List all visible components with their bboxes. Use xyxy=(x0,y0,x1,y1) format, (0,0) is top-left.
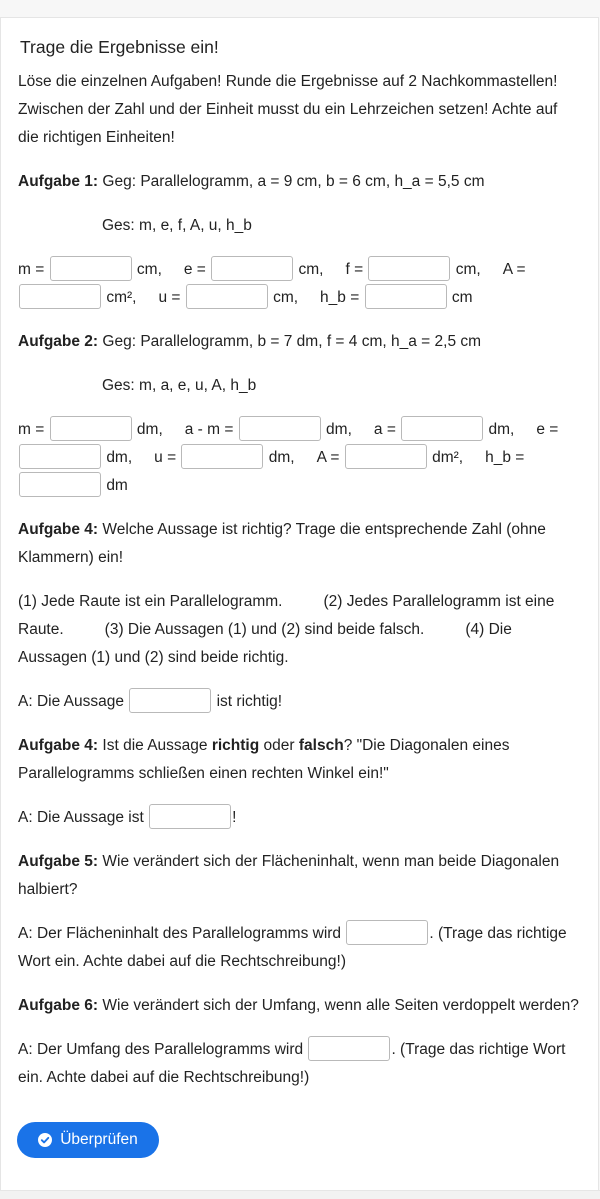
option-3: (3) Die Aussagen (1) und (2) sind beide falsch. xyxy=(104,621,425,638)
task5-answer: A: Der Flächeninhalt des Parallelogramms wird . (Trage das richtige Wort ein. Achte dabei auf die Rechtschreibung!) xyxy=(18,920,581,976)
task5-label: Aufgabe 5: xyxy=(18,853,99,870)
task1-given: Aufgabe 1: Geg: Parallelogramm, a = 9 cm, b = 6 cm, h_a = 5,5 cm xyxy=(18,173,485,190)
check-button[interactable] xyxy=(17,1122,159,1158)
task1-m-input[interactable] xyxy=(50,256,132,281)
option-1: (1) Jede Raute ist ein Parallelogramm. xyxy=(18,593,283,610)
task5-input[interactable] xyxy=(346,920,428,945)
task2-am-input[interactable] xyxy=(239,416,321,441)
task2-fields: m = dm, a - m = dm, a = dm, e = dm, u = dm, A = dm², h_b = dm xyxy=(18,416,581,500)
task4a-options xyxy=(18,588,581,672)
task4a-answer: A: Die Aussage ist richtig! xyxy=(18,688,581,716)
option-2: (2) Jedes Parallelogramm ist eine Raute. xyxy=(18,593,555,638)
task4a-question: Aufgabe 4: Welche Aussage ist richtig? Trage die entsprechende Zahl (ohne Klammern) ein! xyxy=(18,521,546,566)
task2-u-input[interactable] xyxy=(181,444,263,469)
task4a-input[interactable] xyxy=(129,688,211,713)
task1-u-input[interactable] xyxy=(186,284,268,309)
task2-e-input[interactable] xyxy=(19,444,101,469)
exercise-card xyxy=(0,17,599,1199)
task6-label: Aufgabe 6: xyxy=(18,997,99,1014)
option-4: (4) Die Aussagen (1) und (2) sind beide richtig. xyxy=(18,621,512,666)
task4b-answer: A: Die Aussage ist ! xyxy=(18,804,581,832)
task6-question: Aufgabe 6: Wie verändert sich der Umfang, wenn alle Seiten verdoppelt werden? xyxy=(18,997,579,1014)
footer-strip xyxy=(0,1190,600,1199)
task1-label: Aufgabe 1: xyxy=(18,173,99,190)
task1-f-input[interactable] xyxy=(368,256,450,281)
task4b-label: Aufgabe 4: xyxy=(18,737,99,754)
task2-sought: Ges: m, a, e, u, A, h_b xyxy=(102,377,257,394)
task2-given: Aufgabe 2: Geg: Parallelogramm, b = 7 dm, f = 4 cm, h_a = 2,5 cm xyxy=(18,333,482,350)
task6-answer: A: Der Umfang des Parallelogramms wird . (Trage das richtige Wort ein. Achte dabei auf die Rechtschreibung!) xyxy=(18,1036,581,1092)
page-title: Trage die Ergebnisse ein! xyxy=(20,37,219,57)
check-circle-icon xyxy=(38,1133,52,1147)
task2-m-input[interactable] xyxy=(50,416,132,441)
task1-hb-input[interactable] xyxy=(365,284,447,309)
task1-e-input[interactable] xyxy=(211,256,293,281)
task4a-label: Aufgabe 4: xyxy=(18,521,99,538)
task2-label: Aufgabe 2: xyxy=(18,333,99,350)
task4b-question: Aufgabe 4: Ist die Aussage richtig oder falsch? "Die Diagonalen eines Parallelogramms schließen einen rechten Winkel ein!" xyxy=(18,737,510,782)
task5-question: Aufgabe 5: Wie verändert sich der Flächeninhalt, wenn man beide Diagonalen halbiert? xyxy=(18,853,560,898)
task2-hb-input[interactable] xyxy=(19,472,101,497)
task1-sought: Ges: m, e, f, A, u, h_b xyxy=(102,217,252,234)
check-button-label: Überprüfen xyxy=(60,1131,138,1148)
task2-A-input[interactable] xyxy=(345,444,427,469)
task6-input[interactable] xyxy=(308,1036,390,1061)
task2-a-input[interactable] xyxy=(401,416,483,441)
task1-A-input[interactable] xyxy=(19,284,101,309)
task1-fields: m = cm, e = cm, f = cm, A = cm², u = cm, h_b = cm xyxy=(18,256,581,312)
instructions: Löse die einzelnen Aufgaben! Runde die Ergebnisse auf 2 Nachkommastellen! Zwischen der Zahl und der Einheit musst du ein Lehrzeichen setzen! Achte auf die richtigen Einheiten! xyxy=(18,73,558,146)
task4b-input[interactable] xyxy=(149,804,231,829)
